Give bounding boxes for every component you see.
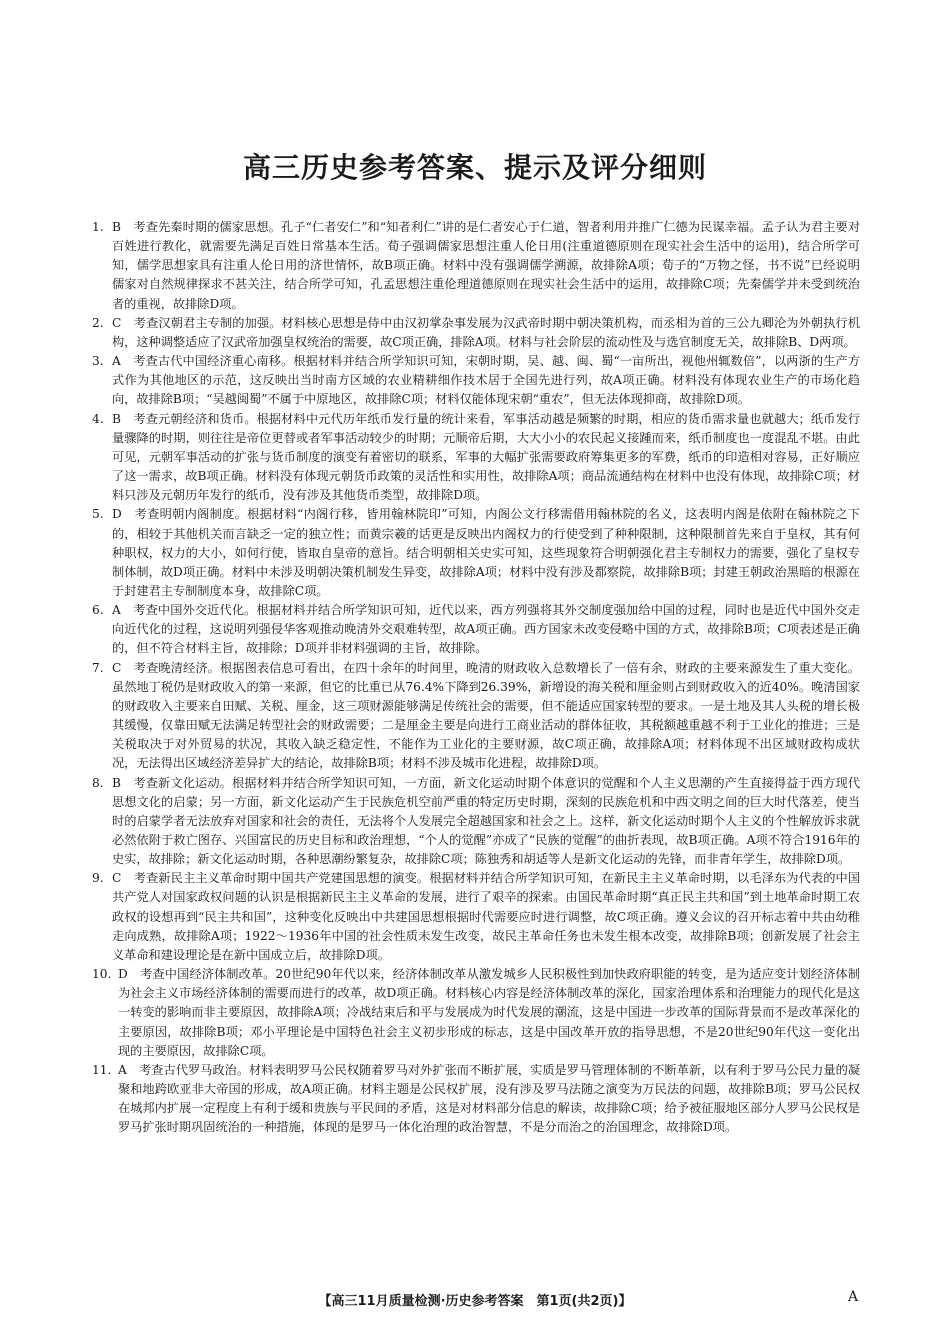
answer-item-2 xyxy=(92,314,860,352)
answer-explanation: 考查新民主主义革命时期中国共产党建国思想的演变。根据材料并结合所学知识可知，在新民主主义革命时期，以毛泽东为代表的中国共产党人对国家政权问题的认识是根据新民主主义革命的发展，进行了艰辛的探索。由国民革命时期“真正民主共和国”到土地革命时期工农政权的设想再到“民主共和国”，这种变化反映出中共建国思想根据时代需要应时进行调整，故C项正确。遵义会议的召开标志着中共由幼稚走向成熟，故排除A项；1922～1936年中国的社会性质未发生改变，故民主革命任务也未发生根本改变，故排除B项；创新发展了社会主义革命和建设理论是在新中国成立后，故排除D项。 xyxy=(112,871,861,962)
answer-number: 8. xyxy=(92,775,104,790)
answer-item-9 xyxy=(92,869,860,965)
answer-explanation: 考查元朝经济和货币。根据材料中元代历年纸币发行量的统计来看，军事活动越是频繁的时期，相应的货币需求量也就越大；纸币发行量骤降的时期，则往往是帝位更替或者军事活动较少的时期；元顺帝后期，大大小小的农民起义接踵而来，纸币制度也一度混乱不堪。由此可见，元朝军事活动的扩张与货币制度的演变有着密切的联系，军事的大幅扩张需要政府筹集更多的军费，纸币的印造相对容易，正好顺应了这一需求，故B项正确。材料没有体现元朝货币政策的灵活性和实用性，故排除A项；商品流通结构在材料中也没有体现，故排除C项；材料只涉及元朝历年发行的纸币，没有涉及其他货币类型，故排除D项。 xyxy=(112,411,861,503)
answer-explanation: 考查汉朝君主专制的加强。材料核心思想是侍中由汉初掌杂事发展为汉武帝时期中朝决策机构，而丞相为首的三公九卿沦为外朝执行机构，这种调整适应了汉武帝加强皇权统治的需要，故C项正确，排除A项。材料与社会阶层的流动性及与选官制度无关，故排除B、D两项。 xyxy=(112,315,861,349)
answer-number: 5. xyxy=(92,507,104,522)
answer-explanation: 考查新文化运动。根据材料并结合所学知识可知，一方面，新文化运动时期个体意识的觉醒和个人主义思潮的产生直接得益于西方现代思想文化的启蒙；另一方面，新文化运动产生于民族危机空前严重的特定历史时期，深刻的民族危机和中西文明之间的巨大时代落差，使当时的启蒙学者无法放弃对国家和社会的责任，无法将个人发展完全超越国家和社会之上。这样，新文化运动时期个人主义的个性解放诉求就必然依附于救亡图存、兴国富民的历史目标和政治理想，“个人的觉醒”亦成了“民族的觉醒”的曲折表现，故B项正确。A项不符合1916年的史实，故排除；新文化运动时期，各种思潮纷繁复杂，故排除C项；陈独秀和胡适等人是新文化运动的先锋，而非青年学生，故排除D项。 xyxy=(112,775,861,867)
answer-key: C xyxy=(112,871,122,886)
answer-number: 4. xyxy=(92,411,104,426)
answer-key: B xyxy=(112,220,121,234)
answer-explanation: 考查古代罗马政治。材料表明罗马公民权随着罗马对外扩张而不断扩展，实质是罗马管理体制的不断革新，以有利于罗马公民力量的凝聚和地跨欧亚非大帝国的形成，故A项正确。材料主题是公民权扩展，没有涉及罗马法随之演变为万民法的问题，故排除B项；罗马公民权在城邦内扩展一定程度上有利于缓和贵族与平民间的矛盾，这是对材料部分信息的解读，故排除C项；给予被征服地区部分人罗马公民权是罗马扩张时期巩固统治的一种措施，体现的是罗马一体化治理的政治智慧，不是分而治之的治国理念，故排除D项。 xyxy=(118,1062,861,1135)
answer-explanation: 考查中国外交近代化。根据材料并结合所学知识可知，近代以来，西方列强将其外交制度强加给中国的过程，同时也是近代中国外交走向近代化的过程，这说明列强侵华客观推动晚清外交艰难转型，故A项正确。西方国家未改变侵略中国的方式，故排除B项；C项表述是正确的，但不符合材料主旨，故排除；D项并非材料强调的主旨，故排除。 xyxy=(112,603,861,656)
answer-key: B xyxy=(112,411,121,426)
answer-item-5 xyxy=(92,505,860,601)
page-title: 高三历史参考答案、提示及评分细则 xyxy=(242,151,707,184)
answer-item-8 xyxy=(92,774,860,870)
answer-key: A xyxy=(112,603,121,618)
answer-explanation: 考查先秦时期的儒家思想。孔子“仁者安仁”和“知者利仁”讲的是仁者安心于仁道，智者利用并推广仁德为民谋幸福。孟子认为君主要对百姓进行教化，就需要先满足百姓日常基本生活。荀子强调儒家思想注重人伦日用(注重道德原则在现实社会生活中的运用)，结合所学可知，儒学思想家具有注重人伦日用的济世情怀，故B项正确。材料中没有强调儒学溯源，故排除A项；荀子的“万物之怪，书不说”已经说明儒家对自然规律探求不甚关注，结合所学可知，孔孟思想注重伦理道德原则在现实社会生活中的运用，故排除C项；先秦儒学并未受到统治者的重视，故排除D项。 xyxy=(112,220,861,311)
answer-key: D xyxy=(118,967,128,982)
answer-item-10 xyxy=(92,965,860,1061)
answer-number: 10. xyxy=(92,967,112,982)
answer-key: C xyxy=(112,315,122,330)
answer-explanation: 考查明朝内阁制度。根据材料“内阁行移，皆用翰林院印”可知，内阁公文行移需借用翰林院的名义，这表明内阁是依附在翰林院之下的，相较于其他机关而言缺乏一定的独立性；而黄宗羲的话更是反映出内阁权力的行使受到了种种限制，这种限制首先来自于皇权，其有何种职权，权力的大小，如何行使，皆取自皇帝的意旨。结合明朝相关史实可知，这些现象符合明朝强化君主专制权力的需要，强化了皇权专制体制，故D项正确。材料中未涉及明朝决策机制发生异变，故排除A项；材料中没有涉及都察院，故排除B项；封建王朝政治黑暗的根源在于封建君主专制制度本身，故排除C项。 xyxy=(112,507,861,598)
answer-item-11 xyxy=(92,1061,860,1138)
answer-list xyxy=(92,218,860,1138)
answer-number: 6. xyxy=(92,603,104,618)
answer-item-6 xyxy=(92,601,860,658)
answer-number: 11. xyxy=(92,1062,112,1077)
answer-key: B xyxy=(112,775,121,790)
answer-key: C xyxy=(112,660,122,675)
answer-key: D xyxy=(112,507,122,522)
answer-key: A xyxy=(112,354,121,369)
answer-item-3 xyxy=(92,352,860,409)
answer-number: 9. xyxy=(92,871,104,886)
answer-number: 7. xyxy=(92,660,104,675)
answer-number: 3. xyxy=(92,354,104,369)
answer-number: 1. xyxy=(92,220,104,234)
answer-item-1 xyxy=(92,218,860,314)
paper-version: A xyxy=(848,1289,859,1305)
answer-explanation: 考查中国经济体制改革。20世纪90年代以来，经济体制改革从激发城乡人民积极性到加快政府职能的转变，是为适应变计划经济体制为社会主义市场经济体制的需要而进行的改革，故D项正确。材料核心内容是经济体制改革的深化，国家治理体系和治理能力的现代化是这一转变的影响而非主要原因，故排除A项；冷战结束后和平与发展成为时代发展的潮流，这是中国进一步改革的国际背景而不是改革深化的主要原因，故排除B项；邓小平理论是中国特色社会主义初步形成的标志，这是中国改革开放的指导思想，不是20世纪90年代这一变化出现的主要原因，故排除C项。 xyxy=(118,967,861,1058)
answer-number: 2. xyxy=(92,315,104,330)
answer-item-7 xyxy=(92,659,860,774)
answer-item-4 xyxy=(92,410,860,506)
answer-explanation: 考查古代中国经济重心南移。根据材料并结合所学知识可知，宋朝时期，吴、越、闽、蜀“一亩所出，视他州辄数倍”，以两浙的生产方式作为其他地区的示范，这反映出当时南方区域的农业精耕细作技术居于全国先进行列，故A项正确。材料没有体现农业生产的市场化趋向，故排除B项；“吴越闽蜀”不属于中原地区，故排除C项；材料仅能体现宋朝“重农”，但无法体现抑商，故排除D项。 xyxy=(112,354,861,407)
answer-key: A xyxy=(118,1062,127,1077)
answer-explanation: 考查晚清经济。根据图表信息可看出，在四十余年的时间里，晚清的财政收入总数增长了一倍有余，财政的主要来源发生了重大变化。虽然地丁税仍是财政收入的第一来源，但它的比重已从76.4%下降到26.39%，新增设的海关税和厘金则占到财政收入的近40%。晚清国家的财政收入主要来自田赋、关税、厘金，这三项财源能够满足传统社会的需要，但不能适应国家转型的要求。一是土地及其人头税的增长极其缓慢，仅靠田赋无法满足转型社会的财政需要；二是厘金主要是向进行工商业活动的群体征收，其税额越重越不利于工业化的推进；三是关税取决于对外贸易的状况，其收入缺乏稳定性，不能作为工业化的主要财源，故C项正确，故排除A项；材料体现不出区域财政构成状况，无法得出区域经济差异扩大的结论，故排除B项；材料不涉及城市化进程，故排除D项。 xyxy=(112,660,861,771)
page-footer: 【高三11月质量检测·历史参考答案 第1页(共2页)】 xyxy=(318,1294,632,1309)
